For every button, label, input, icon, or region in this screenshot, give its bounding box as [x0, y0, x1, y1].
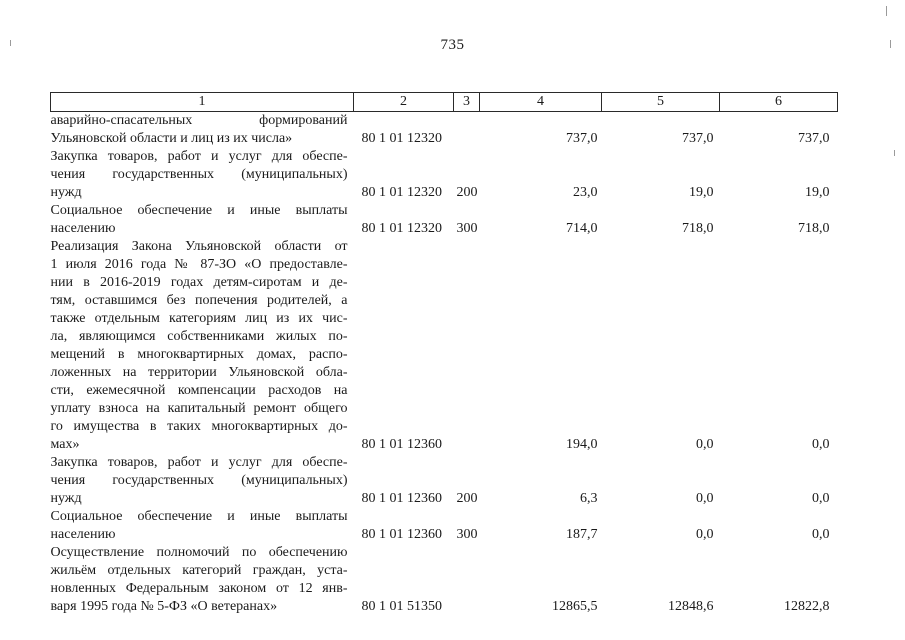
row-value-col6: 0,0: [812, 527, 830, 542]
table-row: [51, 544, 838, 616]
description-line: тям, оставшимся без попечения родителей, а: [50, 293, 348, 308]
table-row: [51, 238, 838, 454]
row-expense-type: [454, 238, 480, 454]
row-value-col6: 737,0: [798, 131, 830, 146]
table-row: [51, 508, 838, 544]
row-description: [51, 148, 354, 202]
description-line: мещений в многоквартирных домах, распо-: [50, 347, 348, 362]
scan-artifact: [894, 150, 895, 156]
table-row: [51, 148, 838, 202]
row-value-col4: 737,0: [566, 131, 598, 146]
table-row: [51, 112, 838, 149]
row-description: [51, 202, 354, 238]
header-col-4: 4: [480, 93, 602, 112]
row-value-col4: 6,3: [580, 491, 598, 506]
row-value-col5: 0,0: [696, 437, 714, 452]
description-line: Закупка товаров, работ и услуг для обеспе-: [50, 149, 348, 164]
row-code: 80 1 01 51350: [361, 599, 442, 614]
header-col-3: 3: [454, 93, 480, 112]
row-value-col4: 23,0: [573, 185, 598, 200]
row-expense-type: 200: [456, 491, 478, 506]
row-description: [51, 112, 354, 149]
row-code: 80 1 01 12320: [361, 221, 442, 236]
description-line: нужд: [50, 491, 82, 506]
description-line: жильём отдельных категорий граждан, уста-: [50, 563, 348, 578]
row-value-col6: 19,0: [805, 185, 830, 200]
row-value-col4: 194,0: [566, 437, 598, 452]
row-value-col5: 718,0: [682, 221, 714, 236]
row-expense-type: 300: [456, 527, 478, 542]
row-code: 80 1 01 12320: [361, 185, 442, 200]
row-value-col6: 718,0: [798, 221, 830, 236]
row-expense-type: 300: [456, 221, 478, 236]
row-value-col4: 714,0: [566, 221, 598, 236]
row-value-col5: 737,0: [682, 131, 714, 146]
header-col-1: 1: [51, 93, 354, 112]
row-expense-type: 200: [456, 185, 478, 200]
scan-artifact: [886, 6, 887, 16]
row-description: [51, 508, 354, 544]
row-value-col6: 12822,8: [784, 599, 830, 614]
description-line: сти, ежемесячной компенсации расходов на: [50, 383, 348, 398]
row-code: 80 1 01 12360: [361, 437, 442, 452]
row-expense-type: [454, 112, 480, 149]
row-value-col5: 0,0: [696, 527, 714, 542]
row-expense-type: [454, 544, 480, 616]
header-row: [51, 93, 838, 112]
description-line: Ульяновской области и лиц из их числа»: [50, 131, 293, 146]
row-code: 80 1 01 12320: [361, 131, 442, 146]
description-line: 1 июля 2016 года № 87-ЗО «О предоставле-: [50, 257, 348, 272]
row-description: [51, 454, 354, 508]
row-value-col4: 187,7: [566, 527, 598, 542]
table-row: [51, 454, 838, 508]
description-line: Социальное обеспечение и иные выплаты: [50, 509, 348, 524]
description-line: варя 1995 года № 5-ФЗ «О ветеранах»: [50, 599, 278, 614]
description-line: ла, являющимся собственниками жилых по-: [50, 329, 348, 344]
row-code: 80 1 01 12360: [361, 527, 442, 542]
row-description: [51, 238, 354, 454]
row-code: 80 1 01 12360: [361, 491, 442, 506]
description-line: чения государственных (муниципальных): [50, 167, 348, 182]
description-line: Реализация Закона Ульяновской области от: [50, 239, 348, 254]
description-line: го имущества в таких многоквартирных до-: [50, 419, 348, 434]
row-value-col5: 19,0: [689, 185, 714, 200]
description-line: новленных Федеральным законом от 12 янв-: [50, 581, 348, 596]
row-description: [51, 544, 354, 616]
header-col-6: 6: [720, 93, 838, 112]
description-line: населению: [50, 221, 116, 236]
header-col-2: 2: [354, 93, 454, 112]
description-line: также отдельным категориям лиц из их чис-: [50, 311, 348, 326]
budget-table: [50, 92, 838, 616]
row-value-col6: 0,0: [812, 437, 830, 452]
header-col-5: 5: [602, 93, 720, 112]
description-line: населению: [50, 527, 116, 542]
description-line: нии в 2016-2019 годах детям-сиротам и де-: [50, 275, 348, 290]
row-value-col5: 12848,6: [668, 599, 714, 614]
row-value-col4: 12865,5: [552, 599, 598, 614]
description-line: аварийно-спасательных формирований: [50, 113, 348, 128]
row-value-col6: 0,0: [812, 491, 830, 506]
row-value-col5: 0,0: [696, 491, 714, 506]
table-header: [51, 93, 838, 112]
description-line: ложенных на территории Ульяновской обла-: [50, 365, 348, 380]
description-line: Закупка товаров, работ и услуг для обеспе-: [50, 455, 348, 470]
description-line: Осуществление полномочий по обеспечению: [50, 545, 348, 560]
description-line: чения государственных (муниципальных): [50, 473, 348, 488]
page-number: 735: [440, 37, 465, 53]
description-line: уплату взноса на капитальный ремонт общего: [50, 401, 348, 416]
description-line: мах»: [50, 437, 80, 452]
description-line: Социальное обеспечение и иные выплаты: [50, 203, 348, 218]
table-row: [51, 202, 838, 238]
description-line: нужд: [50, 185, 82, 200]
table-body: [51, 112, 838, 617]
